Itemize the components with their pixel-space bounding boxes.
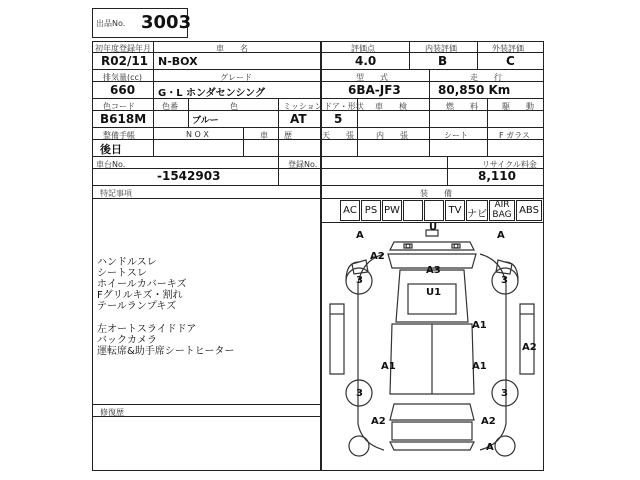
value-doors: 5 <box>334 112 343 126</box>
label-equipment: 装 備 <box>420 189 452 198</box>
value-displacement: 660 <box>110 83 136 97</box>
label-model: 型 式 <box>356 73 388 82</box>
damage-door-rr: A1 <box>472 361 487 372</box>
equip-empty-1 <box>403 200 423 221</box>
label-interior: 内装評価 <box>425 44 457 53</box>
value-color: ブルー <box>192 116 219 126</box>
damage-bonnet-2: U1 <box>426 287 442 298</box>
value-transmission: AT <box>290 112 307 126</box>
label-doors: ドア・形状 <box>324 102 364 111</box>
remark-6: 左オートスライドドア <box>97 324 197 335</box>
value-grade: G・L ホンダセンシング <box>158 88 265 99</box>
damage-wheel-rl: 3 <box>356 388 363 399</box>
value-car-name: N-BOX <box>158 55 198 68</box>
label-score: 評価点 <box>351 44 375 53</box>
equip-ps: PS <box>364 205 378 216</box>
remark-5: テールランプキズ <box>97 301 177 312</box>
label-mileage: 走 行 <box>470 73 502 82</box>
car-diagram <box>322 224 542 470</box>
remark-2: シートスレ <box>97 268 147 279</box>
label-fuel: 燃 料 <box>446 102 478 111</box>
label-exterior: 外装評価 <box>492 44 524 53</box>
equip-empty-2 <box>424 200 444 221</box>
damage-rear-l: A2 <box>371 416 386 427</box>
label-color-no: 色番 <box>162 102 178 111</box>
label-repair: 修復歴 <box>100 408 124 417</box>
equip-navi: ナビ <box>467 209 487 220</box>
label-grade: グレード <box>220 73 252 82</box>
damage-wheel-fr: 3 <box>501 275 508 286</box>
label-transmission: ミッション <box>283 102 323 111</box>
damage-front-right: A <box>497 230 505 241</box>
value-interior: B <box>438 54 448 68</box>
label-first-reg: 初年度登録年月 <box>95 44 151 53</box>
value-mileage: 80,850 Km <box>438 83 511 97</box>
remark-1: ハンドルスレ <box>97 257 157 268</box>
damage-bumper-front: U <box>429 222 438 233</box>
value-chassis-no: -1542903 <box>157 169 221 183</box>
damage-side-r: A2 <box>522 342 537 353</box>
value-recycle: 8,110 <box>478 169 516 183</box>
value-exterior: C <box>506 54 515 68</box>
label-interior2: 内 張 <box>376 131 408 140</box>
label-drive: 駆 動 <box>502 102 534 111</box>
remark-7: バックカメラ <box>97 335 157 346</box>
equip-ac: AC <box>343 205 357 216</box>
label-nox: N O X <box>186 130 209 139</box>
label-reg-no: 登録No. <box>288 160 318 169</box>
value-score: 4.0 <box>355 54 377 68</box>
value-first-reg: R02/11 <box>101 54 149 68</box>
remark-4: Fグリルキズ・割れ <box>97 290 183 301</box>
damage-door-fr: A1 <box>472 320 487 331</box>
value-maintenance: 後日 <box>100 143 122 156</box>
label-car-name: 車 名 <box>216 44 248 53</box>
remark-8: 運転席&助手席シートヒーター <box>97 346 235 357</box>
label-maintenance: 整備手帳 <box>103 131 135 140</box>
damage-rear-r: A2 <box>481 416 496 427</box>
damage-bonnet: A3 <box>426 265 441 276</box>
equip-pw: PW <box>384 205 400 216</box>
damage-wheel-fl: 3 <box>356 275 363 286</box>
equip-tv: TV <box>448 205 462 216</box>
label-seat: シート <box>444 131 468 140</box>
label-history: 車 歴 <box>260 131 292 140</box>
label-chassis-no: 車台No. <box>96 160 126 169</box>
equip-abs: ABS <box>519 205 539 216</box>
label-inspection: 車 検 <box>375 102 407 111</box>
label-glass: F ガラス <box>499 131 530 140</box>
label-recycle: リサイクル料金 <box>482 160 537 169</box>
lot-label: 出品No. <box>96 19 126 28</box>
value-color-code: B618M <box>100 112 147 126</box>
damage-wheel-rr: 3 <box>501 388 508 399</box>
damage-bonnet-left: A2 <box>370 251 385 262</box>
label-displacement: 排気量(cc) <box>103 73 143 82</box>
damage-front-left: A <box>356 230 364 241</box>
damage-door-rl: A1 <box>381 361 396 372</box>
value-model: 6BA-JF3 <box>348 83 401 97</box>
equip-airbag: AIR BAG <box>492 200 512 220</box>
label-sunroof: 天 張 <box>322 131 354 140</box>
lot-number: 3003 <box>141 12 192 33</box>
label-remarks: 特記事項 <box>100 189 132 198</box>
label-color-code: 色コード <box>103 102 135 111</box>
label-color: 色 <box>230 102 238 111</box>
remark-3: ホイールカバーキズ <box>97 279 187 290</box>
damage-rear-bumper: A <box>486 442 494 453</box>
